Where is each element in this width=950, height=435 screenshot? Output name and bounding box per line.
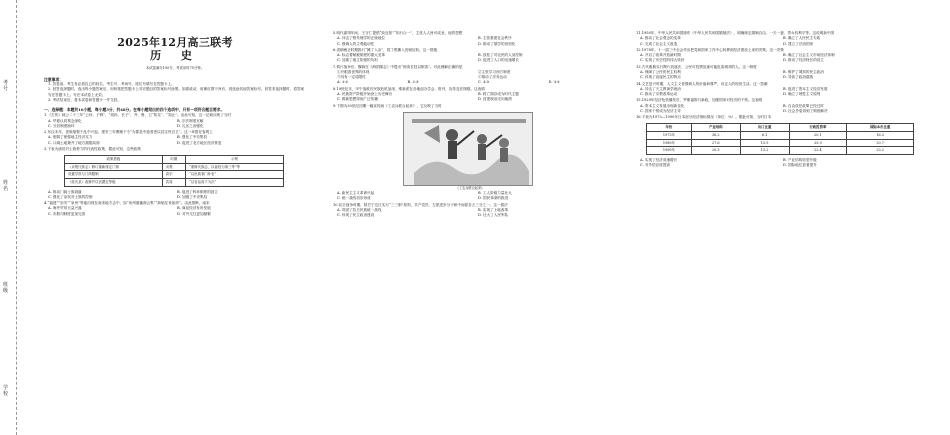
- option-d: D. 封建统治走向崩溃: [478, 97, 512, 102]
- table-cell: 1980年: [647, 139, 692, 147]
- option-d: D. 促进了北方地区经济恢复: [177, 140, 222, 145]
- option-b: B. 确立了人民民主专政: [783, 36, 821, 41]
- question-number: 3.: [44, 147, 48, 151]
- option-a: A. 推动了社会观念的变革: [640, 36, 681, 41]
- table-cell: 贞观: [162, 163, 185, 171]
- propaganda-illustration: [403, 112, 533, 186]
- question-number: 7.: [333, 64, 337, 69]
- option-c: C. 体现了直接民主的特点: [640, 75, 681, 80]
- table-cell: 20.1: [789, 131, 847, 139]
- illustration-drawing: [404, 113, 533, 186]
- option-a: A. 削弱了豪强地主经济实力: [48, 135, 93, 140]
- option-c: C. 对外依存度提高: [640, 162, 671, 167]
- option-d: D. ③④: [548, 80, 560, 85]
- option-b: B. 强化了中央集权: [177, 135, 208, 140]
- question-text: “福建”“崇安”“泉州”等地出现在南宋地方志中，如“泉州港蕃商云集”“商船往来如织”。由此推断，南宋: [47, 201, 210, 206]
- option-d: D. 推动了儒学的世俗化: [478, 41, 516, 46]
- option-b: B. 维护了城邦的民主政治: [783, 69, 824, 74]
- option-c: C. 体现了民主政治建设: [337, 212, 375, 217]
- illustration-caption: 《工农兵联合起来》: [455, 185, 485, 190]
- option-c: C. ②③: [478, 80, 490, 85]
- option-b: B. ①③: [407, 80, 419, 85]
- option-a: A. 巩固了抗日民族统一战线: [337, 207, 382, 212]
- table-header: 行政投资率: [789, 124, 847, 132]
- table-cell: 15.9: [740, 139, 789, 147]
- question-number: 6.: [333, 47, 337, 52]
- option-c: C. 实现了历史性的伟大转折: [640, 58, 685, 63]
- question-5: [333, 31, 619, 47]
- table-cell: 25.9: [789, 139, 847, 147]
- section-heading: 一、选择题：本题共16小题，每小题3分，共48分。在每小题给出的四个选项中，只有一项符合题目要求。: [44, 107, 225, 113]
- option-c: C. 分封制度崩坏: [48, 123, 75, 128]
- option-a: A. 民族资产阶级开始登上历史舞台: [337, 91, 393, 96]
- option-d: D. 国民革命的推进: [478, 196, 509, 201]
- table-cell: 《姓氏录》改修并以官爵定等级: [65, 178, 163, 186]
- table-row: [65, 163, 284, 171]
- column-middle: [333, 0, 619, 435]
- option-c: C. 市舶司制度更加完善: [48, 211, 86, 216]
- option-b: B. 救亡图存成为时代主题: [478, 91, 519, 96]
- option-a: A. 开启了改革开放新时期: [640, 53, 681, 58]
- table-cell: 《贞观氏族志》修订重新排定门第: [65, 163, 163, 171]
- table-cell: 1990年: [647, 147, 692, 155]
- option-a: A. 华夏认同观念深化: [48, 118, 82, 123]
- option-a: A. 实现了经济高速增长: [640, 157, 678, 162]
- question-3: [44, 147, 306, 200]
- question-text: 下表为唐初对士族势力的代表性政策，据此可知，这些政策: [47, 147, 141, 151]
- question-10: [333, 203, 619, 219]
- question-text: 东汉末年，世族豪强于乱中兴起，建安三年曹操下令“为郡县中道者悉以其宝货自卫”。这一举措在客观上: [47, 130, 213, 135]
- option-c: C. 口阔土地兼并了地方割据局面: [48, 140, 100, 145]
- table-header: 年份: [647, 124, 692, 132]
- table-cell: 设置学馆与门荫限制: [65, 171, 163, 179]
- option-d: D. 国际地位显著提升: [783, 162, 817, 167]
- table-header: 政策措施: [65, 156, 163, 164]
- question-text: 下图为20世纪初期一幅宣传画《工农兵联合起来》，它反映了当时: [336, 103, 442, 108]
- exam-number-label: 考号: [3, 80, 9, 92]
- question-13: [636, 65, 926, 81]
- option-d: D. 礼乐之治强化: [177, 123, 204, 128]
- question-number: 16.: [636, 115, 642, 120]
- option-b: B. 产业结构转型升级: [783, 157, 817, 162]
- question-text: 1950年，中华人民共和国颁布《中华人民共和国婚姻法》，明确规定婚姻自由、一夫一妻、男女权利平等。这说明新中国: [641, 31, 835, 36]
- option-d: D. 建立了法治国家: [783, 41, 814, 46]
- question-12: [636, 48, 926, 64]
- question-number: 14.: [636, 81, 642, 86]
- table-cell: 高宗: [162, 171, 185, 179]
- option-c: C. 统一战线初步形成: [337, 196, 371, 201]
- option-a: A. 冲击了程朱理学的正统地位: [337, 36, 386, 41]
- exam-info: 本试卷满分100分，考试用时75分钟。: [145, 66, 205, 70]
- option-b: B. 实现了土地改革: [478, 207, 509, 212]
- subject-title: 历 史: [150, 49, 200, 62]
- question-number: 2.: [44, 130, 48, 135]
- table-row: [65, 171, 284, 179]
- question-15: [636, 98, 926, 114]
- option-d: D. 加强了中央集权: [177, 194, 208, 199]
- table-header: 国际本币比重: [847, 124, 914, 132]
- statement-2: ②主张学习西方制度: [478, 69, 511, 74]
- option-c: C. 强调人的主观能动性: [337, 41, 375, 46]
- question-4: [44, 201, 306, 217]
- notes-title: 注意事项：: [44, 77, 63, 82]
- option-d: D. 壮大了人民军队: [478, 212, 509, 217]
- statement-4: ④推动了洋务运动: [478, 75, 507, 80]
- table-row: [647, 139, 914, 147]
- question-number: 12.: [636, 47, 642, 52]
- option-a: A. 保障了公民的民主权利: [640, 69, 681, 74]
- economic-table: [646, 123, 914, 154]
- question-text: 抗日战争时期，陕甘宁边区实行“三三制”原则，共产党员、左派进步分子和中间派各占三分之一。这一做法: [338, 202, 508, 207]
- table-row: [65, 178, 284, 186]
- question-text: 清朝雍正时期推行“摊丁入亩”，将丁银摊入田赋征收。这一措施: [336, 47, 438, 52]
- exam-title: 2025年12月高三联考: [117, 36, 233, 49]
- question-number: 8.: [333, 86, 337, 91]
- column-left: [44, 0, 306, 435]
- policy-table: [64, 155, 284, 186]
- option-b: B. 宗法制度瓦解: [177, 118, 204, 123]
- cut-line: [16, 0, 17, 435]
- option-d: D. 促进了人口的迅速增长: [478, 58, 519, 63]
- table-cell: “以庶族寒门补吏”: [186, 171, 284, 179]
- table-cell: 武周: [162, 178, 185, 186]
- table-cell: 15.2: [740, 147, 789, 155]
- option-c: C. 维新思想得到广泛传播: [337, 97, 378, 102]
- table-cell: 6.1: [740, 131, 789, 139]
- question-text: 1929年经济危机爆发后，罗斯福推行新政，加强国家对经济的干预。这表明: [641, 98, 763, 103]
- option-a: A. 资本主义发展出现新变化: [640, 103, 685, 108]
- question-16: [636, 115, 926, 168]
- option-d: D. 推动了经济特区的设立: [783, 58, 824, 63]
- table-cell: “重修氏族志，以崔姓为第三等”等: [186, 163, 284, 171]
- question-9: [333, 104, 619, 202]
- table-header: 出口比重: [740, 124, 789, 132]
- option-c: C. 强化了皇权对士族的控制: [48, 194, 93, 199]
- option-b: B. 自由放任政策已经过时: [783, 103, 824, 108]
- table-cell: 1973年: [647, 131, 692, 139]
- table-cell: 23.2: [847, 147, 914, 155]
- question-2: [44, 130, 306, 146]
- table-header: 示例: [186, 156, 284, 164]
- table-cell: 27.6: [691, 139, 740, 147]
- option-d: D. 确立了理性主义原则: [783, 91, 821, 96]
- binding-margin: [0, 0, 30, 435]
- school-label: 学校: [3, 385, 9, 397]
- table-cell: 16.3: [847, 131, 914, 139]
- question-number: 5.: [333, 31, 337, 36]
- question-text: 1978年，十一届三中全会作出把党和国家工作中心转移到经济建设上来的决策。这一决策: [641, 47, 784, 52]
- question-number: 1.: [44, 113, 48, 118]
- option-b: B. 促进了科举制度的创立: [177, 189, 218, 194]
- table-cell: 36.2: [691, 131, 740, 139]
- option-c: C. 加重了地主阶级的负担: [337, 58, 378, 63]
- option-b: B. 商品经济有所发展: [177, 206, 211, 211]
- option-b: B. 主张重建社会秩序: [478, 36, 512, 41]
- question-text: 19世纪末，甲午战败后民族危机加深，维新派在各地创办学会、报刊，宣传变法图强。这表明: [336, 86, 485, 91]
- table-header: 时期: [162, 156, 185, 164]
- option-b: B. 确立了社会主义市场经济体制: [783, 53, 835, 58]
- question-number: 4.: [44, 201, 48, 206]
- option-a: A. 标志着赋税制度的重大变革: [337, 53, 386, 58]
- table-cell: 20.3: [691, 147, 740, 155]
- question-7: [333, 65, 619, 86]
- option-a: A. ①②: [337, 80, 349, 85]
- question-number: 15.: [636, 98, 642, 103]
- option-d: D. 导致了政治腐败: [783, 75, 814, 80]
- question-text: 明代嘉靖年间，王守仁提倡“致良知”“知行合一”，主张人人皆可成圣。他的思想: [336, 31, 463, 36]
- question-8: [333, 87, 619, 103]
- question-11: [636, 31, 926, 47]
- option-d: D. 社会矛盾得到了彻底解决: [783, 108, 828, 113]
- question-text: 古代雅典实行陶片放逐法，公民可投票放逐可能危害城邦的人。这一制度: [641, 64, 757, 69]
- table-row: [647, 131, 914, 139]
- note-item: 1. 答卷前，考生务必将自己的姓名、考生号、考场号、座位号填写在答题卡上。: [48, 82, 175, 87]
- note-item: 3. 考试结束后，将本试卷和答题卡一并交回。: [48, 97, 121, 102]
- option-c: C. 推动了宗教改革运动: [640, 91, 678, 96]
- option-a: A. 推动门阀士族衰落: [48, 189, 82, 194]
- question-number: 13.: [636, 64, 642, 69]
- question-text: 鸦片战争后，魏源在《海国图志》中提出“师夷长技以制夷”。对此理解正确的是: [336, 64, 463, 69]
- note-item: 2. 回答选择题时，选出每小题答案后，用铅笔把答题卡上对应题目的答案标号涂黑。如需改动，用橡皮擦干净后，再选涂其他答案标号。回答非选择题时，将答案写在答题卡上。写在本试卷上无效。: [48, 87, 305, 97]
- option-c: C. 国家干预成为经济主导: [640, 108, 681, 113]
- option-a: A. 冲击了天主教神学统治: [640, 86, 681, 91]
- table-cell: 20.7: [847, 139, 914, 147]
- question-text: 《左传》载公二十三年“公孙、子鲜”、“叔孙、长子”，齐、鲁、卫“知足”、“知止”。由此可知，这一记载反映了当时: [47, 113, 232, 118]
- question-number: 10.: [333, 202, 339, 207]
- option-b: B. 工人阶级力量壮大: [478, 190, 512, 195]
- question-6: [333, 48, 619, 64]
- question-14: [636, 82, 926, 98]
- question-number: 9.: [333, 103, 337, 108]
- name-label: 姓名: [3, 180, 9, 192]
- statement-3: ③具有一定局限性: [337, 75, 366, 80]
- question-text: 文艺复兴时期，人文主义者强调人的价值和尊严，肯定人的现世生活。这一思潮: [641, 81, 768, 86]
- option-a: A. 新民主主义革命兴起: [337, 190, 375, 195]
- question-1: [44, 113, 306, 129]
- table-cell: “以官品高下为次”: [186, 178, 284, 186]
- statement-1: ①开眼看世界的体现: [337, 69, 370, 74]
- option-b: B. 放松了对农民的人身控制: [478, 53, 523, 58]
- table-row: [647, 147, 914, 155]
- question-number: 11.: [636, 31, 642, 36]
- option-c: C. 完成了社会主义改造: [640, 41, 678, 46]
- option-a: A. 海外贸易日益兴盛: [48, 206, 82, 211]
- option-b: B. 促进了资本主义经济发展: [783, 86, 828, 91]
- column-right: [636, 0, 926, 435]
- question-text: 下表为1973—1990年日本部分经济指标情况（单位：%）。据此可知，当时日本: [641, 115, 772, 120]
- option-d: D. 对外交往更加频繁: [177, 211, 211, 216]
- class-label: 班级: [3, 282, 9, 294]
- table-header: 产业结构: [691, 124, 740, 132]
- table-cell: 22.4: [789, 147, 847, 155]
